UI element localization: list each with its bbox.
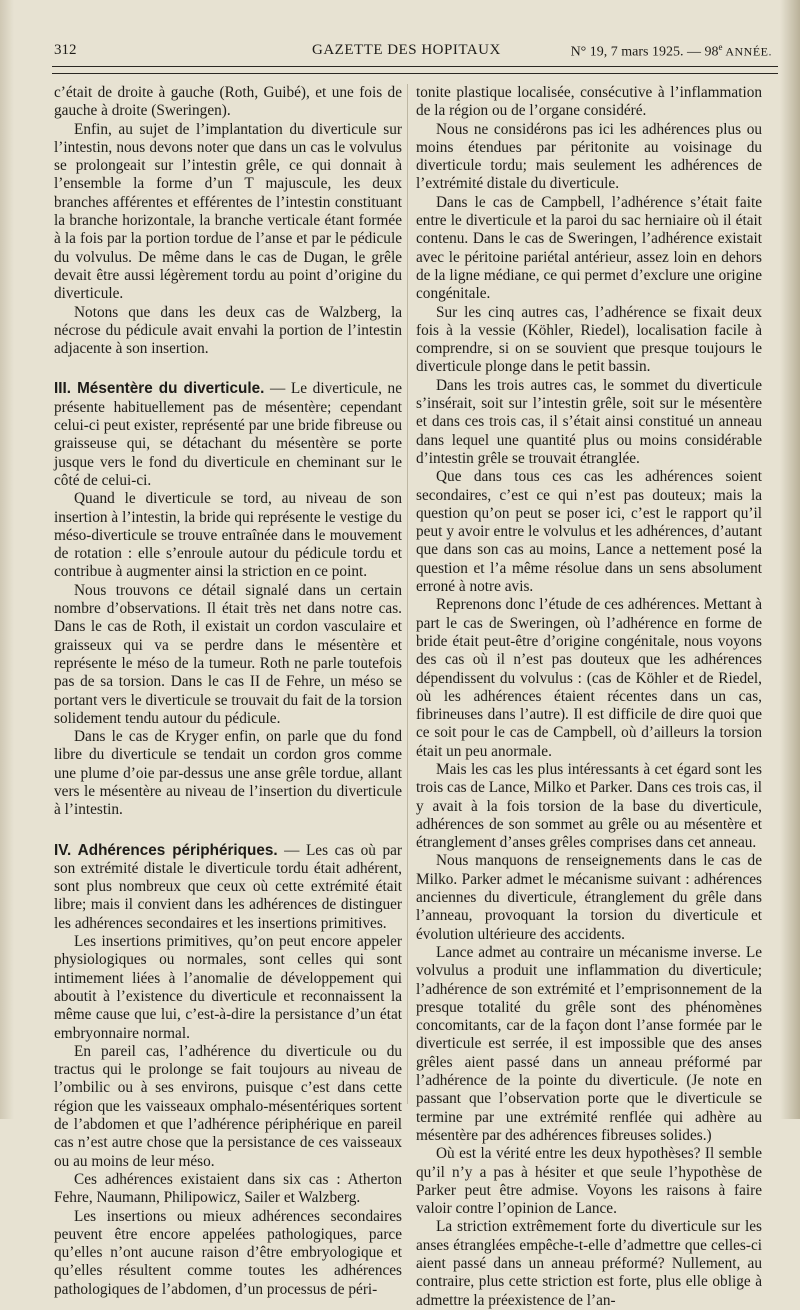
page-right-edge [780, 0, 800, 1119]
paragraph: Nous ne considérons pas ici les adhérences plus ou moins étendues par péritonite au voisinage du diverticule tordu; mais seulement les adhérences de l’extrémité distale du diverticule. [416, 120, 762, 193]
running-header [52, 40, 778, 64]
column-divider [407, 84, 408, 1104]
paragraph: Les insertions primitives, qu’on peut encore appeler physiologiques ou normales, sont celles qui sont intimement liées à l’anomalie de développement qui aboutit à l’existence du diverticule et reconnaissent la même cause que lui, c’est-à-dire la persistance d’un état embryonnaire normal. [54, 933, 402, 1042]
paragraph: Ces adhérences existaient dans six cas : Atherton Fehre, Naumann, Philipowicz, Sailer et Walzberg. [54, 1170, 402, 1207]
paragraph: Dans les trois autres cas, le sommet du diverticule s’insérait, soit sur l’intestin grêle, soit sur le mésentère et dans ces trois cas, il s’était ainsi constitué un anneau dans lequel une quantité plus ou moins considérable d’intestin grêle se trouvait étranglée. [416, 376, 762, 467]
paragraph: Enfin, au sujet de l’implantation du diverticule sur l’intestin, nous devons noter que dans un cas le volvulus se prolongeait sur l’intestin grêle, ce qui donnait à l’ensemble la forme d’un T majuscule, les deux branches afférentes et efférentes de l’intestin constituant la branche horizontale, la branche verticale étant formée à la fois par la portion tordue de l’anse et par le pédicule du volvulus. De même dans le cas de Dugan, le grêle devait être aussi légèrement tordu au point d’origine du diverticule. [54, 120, 402, 303]
page-left-edge [0, 0, 14, 1119]
journal-title: GAZETTE DES HOPITAUX [312, 42, 501, 58]
left-column [54, 84, 402, 1299]
section-heading: III. Mésentère du diverticule. [54, 380, 265, 398]
paragraph: Reprenons donc l’étude de ces adhérences. Mettant à part le cas de Sweringen, où l’adhérence en forme de bride était peut-être d’origine congénitale, nous voyons des cas où il n’est pas douteux que les adhérences dépendissent du volvulus : (cas de Köhler et de Riedel, où les adhérences étaient récentes dans un cas, fibrineuses dans l’autre). Il est difficile de dire quoi que ce soit pour le cas de Campbell, où d’ailleurs la torsion était un peu anormale. [416, 596, 762, 760]
section-heading: IV. Adhérences périphériques. [54, 841, 278, 859]
paragraph: En pareil cas, l’adhérence du diverticule ou du tractus qui le prolonge se fait toujours au niveau de l’ombilic ou à ses environs, puisque c’est dans cette région que les vaisseaux omphalo-mésentériques sortent de l’abdomen et que l’adhérence périphérique en pareil cas n’est autre chose que la persistance de ces vaisseaux ou au moins de leur méso. [54, 1042, 402, 1170]
paragraph: Lance admet au contraire un mécanisme inverse. Le volvulus a produit une inflammation du diverticule; l’adhérence de son extrémité et l’emprisonnement de la presque totalité du grêle sont des phénomènes concomitants, car de la façon dont l’anse formée par le diverticule est serrée, il est impossible que des anses grêles aient passé dans un anneau préformé par l’adhérence de la pointe du diverticule. (Je note en passant que l’observation porte que le diverticule se termine par une extrémité renflée qui adhère au mésentère par des adhérences fibreuses solides.) [416, 943, 762, 1144]
issue-ordinal: e [718, 42, 723, 52]
page-number: 312 [54, 42, 77, 58]
paragraph: La striction extrêmement forte du diverticule sur les anses étranglées empêche-t-elle d’admettre que celles-ci aient passé dans un anneau préformé? Nullement, au contraire, plus cette striction est forte, plus elle oblige à admettre la préexistence de l’an- [416, 1218, 762, 1309]
section-text: — Le diverticule, ne présente habituellement pas de mésentère; cependant celui-ci peut exister, représenté par une bride fibreuse ou graisseuse qui, se détachant du mésentère se porte jusque vers le fond du diverticule en cheminant sur le côté de celui-ci. [54, 380, 402, 489]
header-rule-bottom [52, 73, 778, 74]
header-rule-top [52, 66, 778, 67]
paragraph: Dans le cas de Campbell, l’adhérence s’était faite entre le diverticule et la paroi du sac herniaire où il était contenu. Dans le cas de Sweringen, l’adhérence existait avec le péritoine pariétal antérieur, assez loin en dehors de la ligne médiane, ce qui permet d’exclure une origine congénitale. [416, 193, 762, 303]
paragraph: Les insertions ou mieux adhérences secondaires peuvent être encore appelées pathologiques, parce qu’elles n’ont aucune raison d’être embryologique et qu’elles résultent comme toutes les adhérences pathologiques de l’abdomen, d’un processus de péri- [54, 1207, 402, 1298]
paragraph: Mais les cas les plus intéressants à cet égard sont les trois cas de Lance, Milko et Parker. Dans ces trois cas, il y avait à la fois torsion de la base du diverticule, adhérences de son sommet au grêle ou au mésentère et étranglement d’anses grêles comprises dans cet anneau. [416, 760, 762, 852]
issue-year-label: ANNÉE. [722, 44, 772, 59]
issue-info [571, 42, 772, 61]
paragraph: Sur les cinq autres cas, l’adhérence se fixait deux fois à la vessie (Köhler, Riedel), localisation facile à comprendre, si on se souvient que presque toujours le diverticule plonge dans le petit bassin. [416, 303, 762, 376]
right-column [416, 84, 762, 1310]
paragraph: Notons que dans les deux cas de Walzberg, la nécrose du pédicule avait envahi la portion de l’intestin adjacente à son insertion. [54, 303, 402, 358]
paragraph: Dans le cas de Kryger enfin, on parle que du fond libre du diverticule se tendait un cordon gros comme une plume d’oie par-dessus une anse grêle tordue, allant vers le mésentère au niveau de l’insertion du diverticule à l’intestin. [54, 728, 402, 819]
paragraph: c’était de droite à gauche (Roth, Guibé), et une fois de gauche à droite (Sweringen). [54, 84, 402, 120]
issue-date: N° 19, 7 mars 1925. — 98 [570, 44, 719, 60]
paragraph: Quand le diverticule se tord, au niveau de son insertion à l’intestin, la bride qui représente le vestige du méso-diverticule se trouve entraînée dans le mouvement de rotation : elle s’enroule autour du pédicule tordu et contribue à augmenter ainsi la striction en ce point. [54, 490, 402, 581]
paragraph: tonite plastique localisée, consécutive à l’inflammation de la région ou de l’organe considéré. [416, 84, 762, 120]
section-text: — Les cas où par son extrémité distale le diverticule tordu était adhérent, sont plus nombreux que ceux où cette extrémité était libre; mais il convient dans les adhérences de distinguer les adhérences secondaires et les insertions primitives. [54, 841, 402, 932]
paragraph: Que dans tous ces cas les adhérences soient secondaires, c’est ce qui n’est pas douteux; mais la question qu’on peut se poser ici, c’est le rapport qu’il peut y avoir entre le volvulus et les adhérences, d’autant que dans son cas au moins, Lance a nettement posé la question et l’a même résolue dans un sens absolument erroné à notre avis. [416, 468, 762, 596]
paragraph: Nous trouvons ce détail signalé dans un certain nombre d’observations. Il était très net dans notre cas. Dans le cas de Roth, il existait un cordon vasculaire et graisseux qui va se perdre dans le mésentère et représente le méso de la tumeur. Roth ne parle toutefois pas de sa torsion. Dans le cas II de Fehre, un méso se portant vers le diverticule se trouvait du fait de la torsion solidement tendu autour du pédicule. [54, 581, 402, 727]
paragraph: Nous manquons de renseignements dans le cas de Milko. Parker admet le mécanisme suivant : adhérences anciennes du diverticule, étranglement du grêle dans l’anneau, provoquant la torsion du diverticule et évolution ultérieure des accidents. [416, 852, 762, 943]
paragraph: Où est la vérité entre les deux hypothèses? Il semble qu’il n’y a pas à hésiter et que seule l’hypothèse de Parker peut être admise. Voyons les raisons à faire valoir contre l’opinion de Lance. [416, 1145, 762, 1218]
